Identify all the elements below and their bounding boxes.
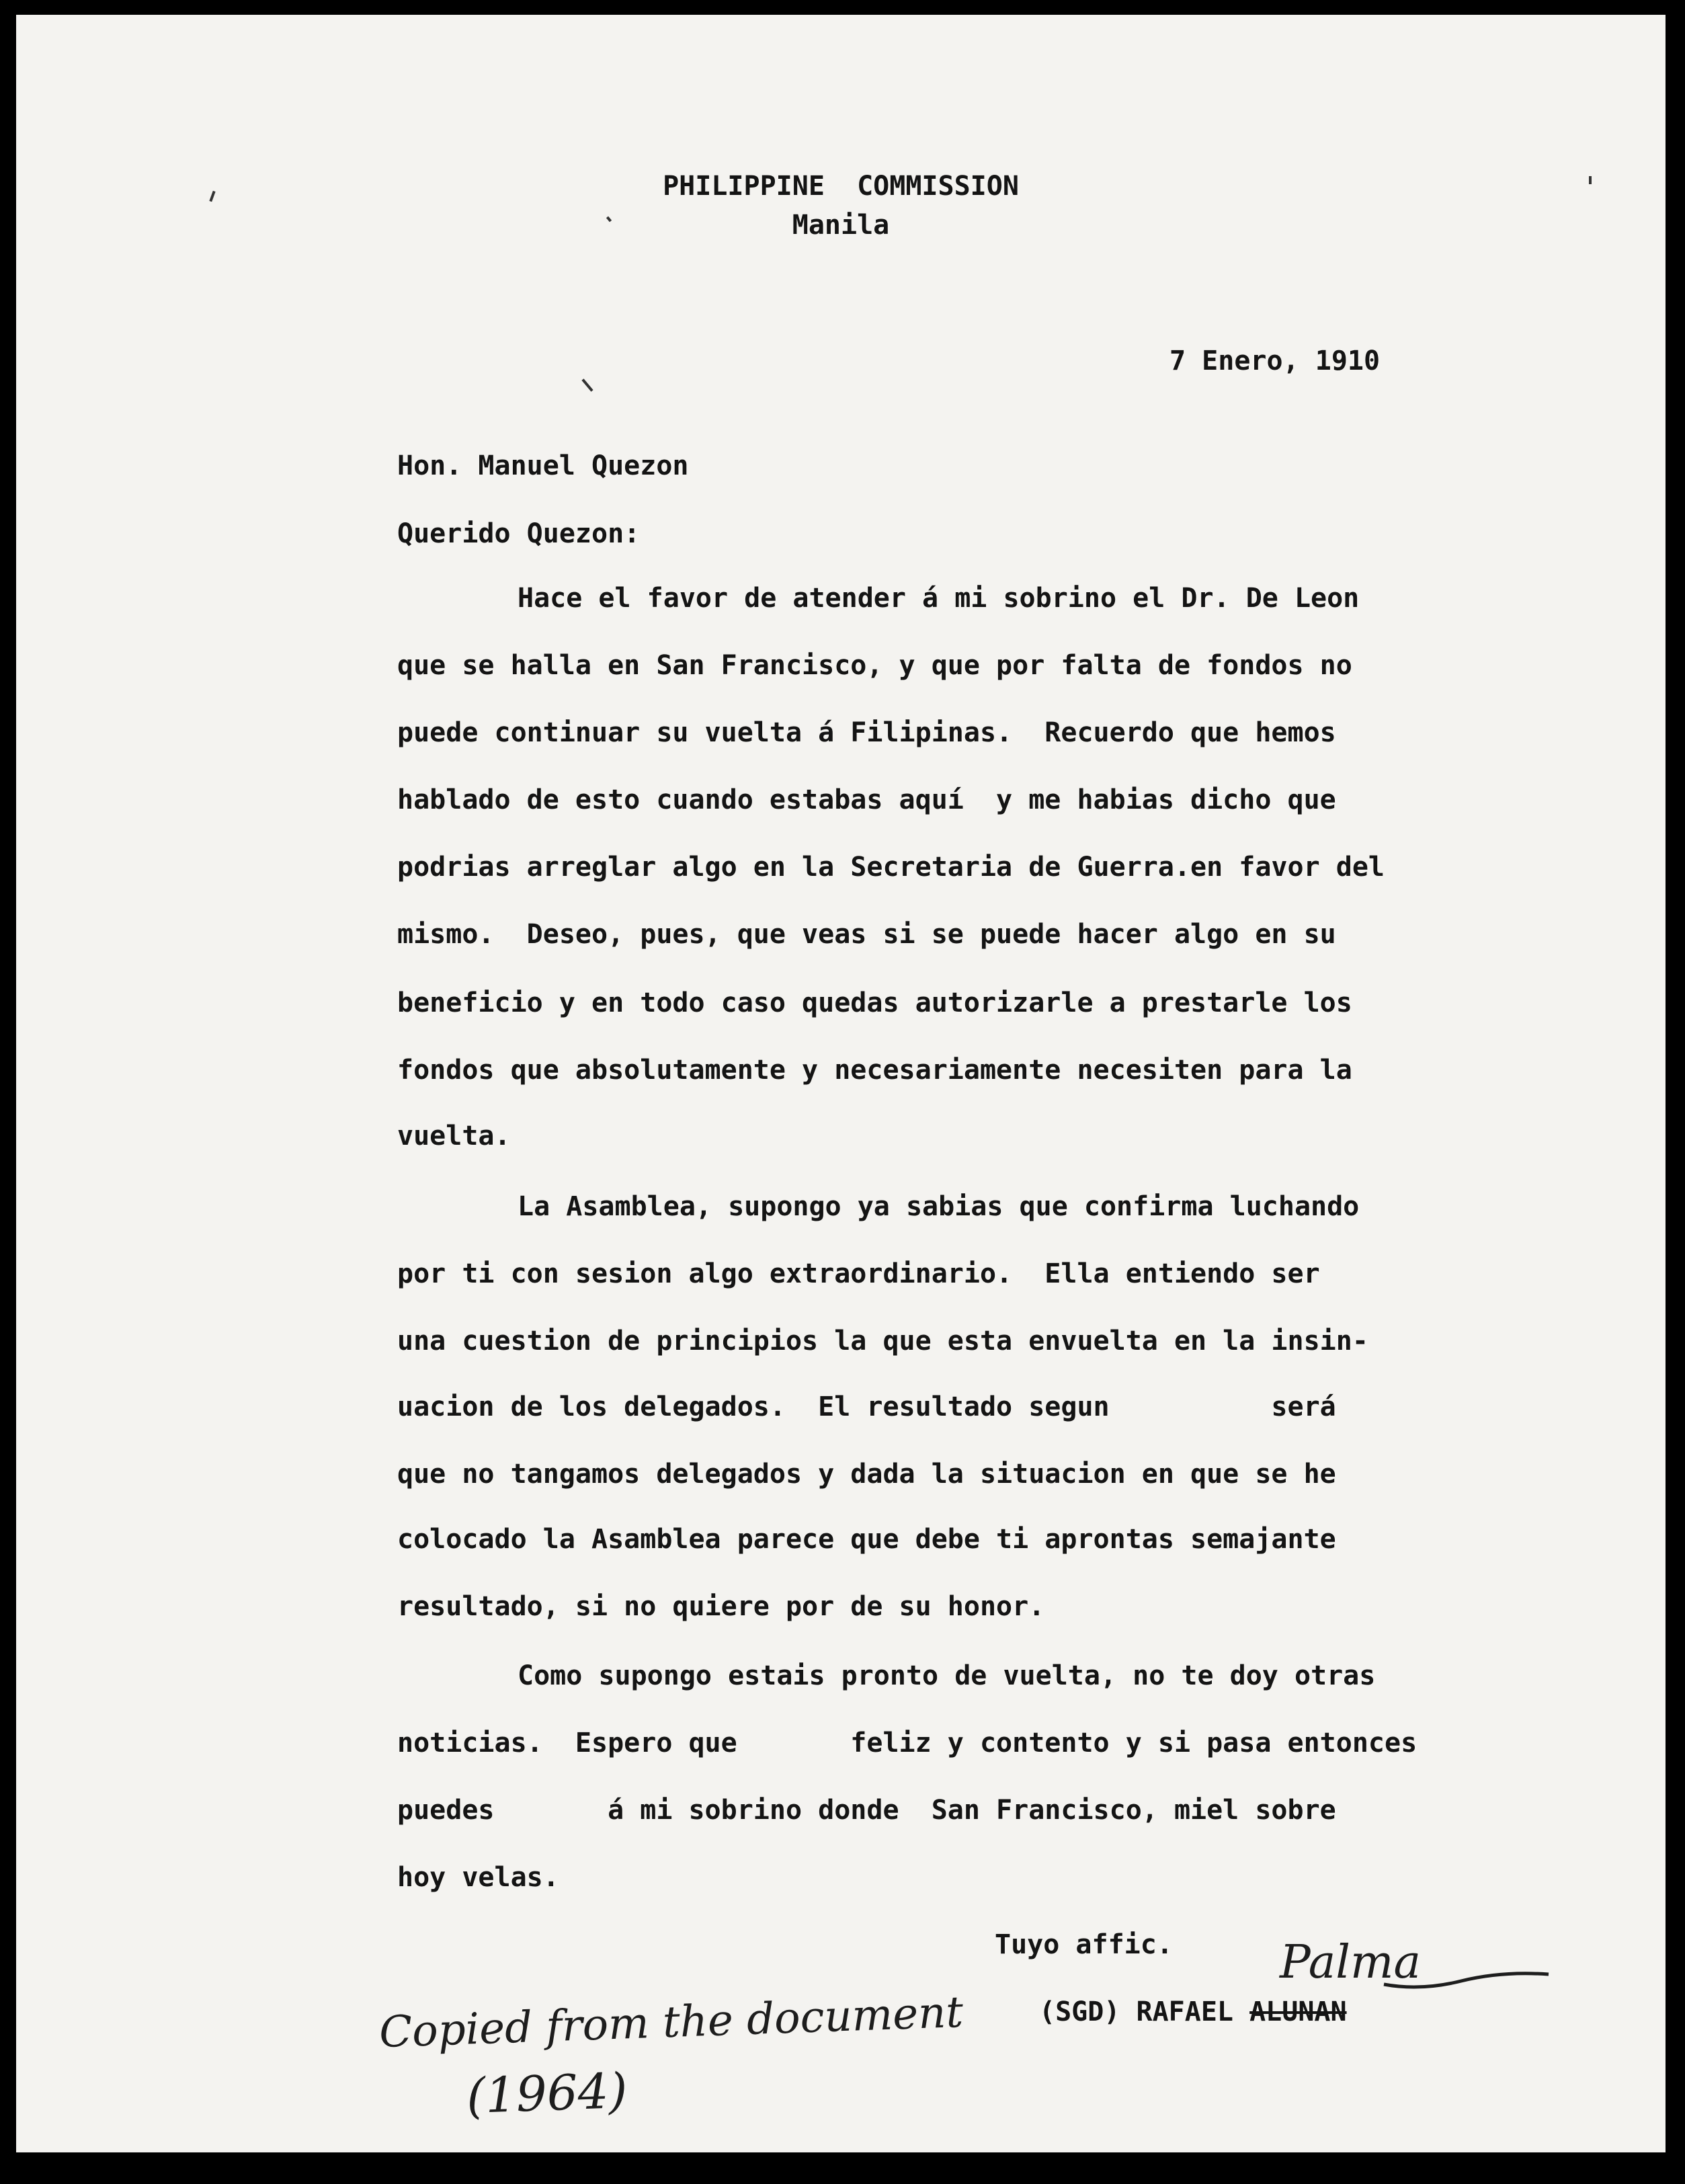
scan-speck: [1589, 176, 1592, 184]
addressee: Hon. Manuel Quezon: [397, 450, 689, 481]
handwritten-surname: Palma: [1280, 1936, 1422, 1989]
body-line: hoy velas.: [397, 1862, 559, 1893]
scan-speck: [581, 378, 593, 391]
body-line: resultado, si no quiere por de su honor.: [397, 1591, 1045, 1622]
letterhead-title: PHILIPPINE COMMISSION: [663, 171, 1019, 202]
body-line: puedes á mi sobrino donde San Francisco, miel sobre: [397, 1795, 1336, 1826]
body-line: puede continuar su vuelta á Filipinas. Recuerdo que hemos: [397, 717, 1336, 748]
body-line: hablado de esto cuando estabas aquí y me habias dicho que: [397, 784, 1336, 815]
body-line: que no tangamos delegados y dada la situacion en que se he: [397, 1459, 1336, 1490]
body-line: fondos que absolutamente y necesariamente necesiten para la: [397, 1055, 1352, 1086]
letterhead-city: Manila: [792, 210, 890, 241]
annotation-year: (1964): [465, 2062, 628, 2125]
body-line: beneficio y en todo caso quedas autorizarle a prestarle los: [397, 987, 1352, 1018]
closing: Tuyo affic.: [995, 1929, 1173, 1960]
salutation: Querido Quezon:: [397, 518, 641, 549]
body-line: podrias arreglar algo en la Secretaria de Guerra.en favor del: [397, 852, 1385, 883]
signature-block: [1039, 1996, 1347, 2027]
annotation-copied: Copied from the document: [378, 1987, 964, 2058]
signature-flourish: [1381, 1957, 1555, 1998]
body-line: una cuestion de principios la que esta envuelta en la insin-: [397, 1326, 1368, 1357]
body-line: colocado la Asamblea parece que debe ti aprontas semajante: [397, 1524, 1336, 1555]
struck-surname: ALUNAN: [1249, 1996, 1347, 2027]
body-line: La Asamblea, supongo ya sabias que confirma luchando: [518, 1191, 1360, 1222]
body-line: por ti con sesion algo extraordinario. Ella entiendo ser: [397, 1258, 1320, 1289]
body-line: mismo. Deseo, pues, que veas si se puede hacer algo en su: [397, 919, 1336, 950]
body-line: vuelta.: [397, 1121, 511, 1151]
body-line: Hace el favor de atender á mi sobrino el Dr. De Leon: [518, 583, 1360, 614]
body-line: Como supongo estais pronto de vuelta, no te doy otras: [518, 1660, 1376, 1691]
letter-date: 7 Enero, 1910: [1169, 346, 1381, 376]
body-line: que se halla en San Francisco, y que por falta de fondos no: [397, 650, 1352, 681]
body-line: uacion de los delegados. El resultado segun será: [397, 1391, 1336, 1422]
body-line: noticias. Espero que feliz y contento y si pasa entonces: [397, 1728, 1417, 1758]
signature-prefix: (SGD) RAFAEL: [1039, 1996, 1233, 2027]
letter-page: [16, 15, 1666, 2152]
